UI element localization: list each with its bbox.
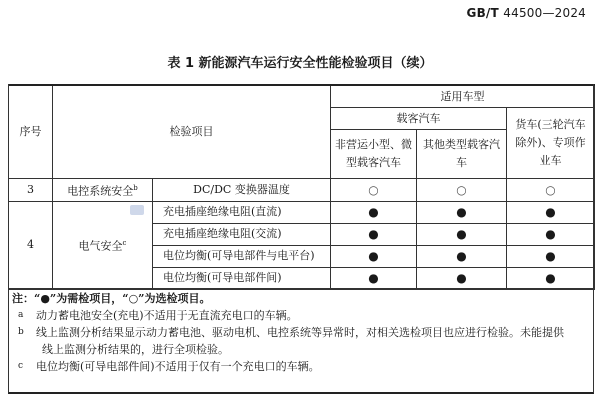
header-applicable: 适用车型: [331, 85, 595, 108]
required-mark: ●: [331, 245, 417, 267]
required-mark: ●: [417, 245, 507, 267]
required-mark: ●: [417, 201, 507, 223]
footnote-item: c 电位均衡(可导电部件间)不适用于仅有一个充电口的车辆。: [18, 360, 320, 373]
row-item: DC/DC 变换器温度: [153, 179, 331, 202]
standard-number: [467, 6, 586, 20]
row-item: 电位均衡(可导电部件间): [153, 267, 331, 289]
required-mark: ●: [507, 267, 595, 289]
header-sub2: 其他类型载客汽车: [417, 130, 507, 179]
header-passenger: 载客汽车: [331, 108, 507, 130]
footnote-text: 线上监测分析结果显示动力蓄电池、驱动电机、电控系统等异常时，对相关选检项目也应进行检验。未能提供: [36, 326, 564, 339]
required-mark: ●: [331, 267, 417, 289]
table-row: [9, 201, 595, 223]
standard-prefix: GB/T: [466, 6, 499, 20]
required-mark: ●: [417, 267, 507, 289]
inspection-table: [8, 84, 595, 290]
optional-mark: ○: [507, 179, 595, 202]
header-item: 检验项目: [53, 85, 331, 179]
standard-code: 44500—2024: [503, 6, 586, 20]
footnote-mark: c: [122, 239, 127, 248]
table-title: 表 1 新能源汽车运行安全性能检验项目（续）: [167, 56, 433, 71]
header-freight: 货车(三轮汽车除外)、专项作业车: [507, 108, 595, 179]
footnote-item: b 线上监测分析结果显示动力蓄电池、驱动电机、电控系统等异常时，对相关选检项目也应进行检验。未能提供: [18, 326, 564, 339]
required-mark: ●: [507, 245, 595, 267]
required-mark: ●: [417, 223, 507, 245]
row-category: 电气安全$^c$: [53, 201, 153, 289]
header-sub1: 非营运小型、微型载客汽车: [331, 130, 417, 179]
required-mark: ●: [331, 223, 417, 245]
table-notes: [8, 290, 596, 375]
footnote-text: 电位均衡(可导电部件间)不适用于仅有一个充电口的车辆。: [36, 360, 320, 373]
header-row-1: [9, 85, 595, 108]
footnote-item: a 动力蓄电池安全(充电)不适用于无直流充电口的车辆。: [18, 309, 298, 322]
header-seq: 序号: [9, 85, 53, 179]
table-row: [9, 179, 595, 202]
required-mark: ●: [331, 201, 417, 223]
notes-divider: [8, 288, 594, 289]
notes-head: 注：“●”为需检项目，“○”为选检项目。: [12, 292, 211, 305]
row-item: 充电插座绝缘电阻(直流): [153, 201, 331, 223]
row-item: 充电插座绝缘电阻(交流): [153, 223, 331, 245]
row-item: 电位均衡(可导电部件与电平台): [153, 245, 331, 267]
optional-mark: ○: [417, 179, 507, 202]
optional-mark: ○: [331, 179, 417, 202]
required-mark: ●: [507, 201, 595, 223]
footnote-mark: b: [133, 184, 138, 192]
small-logo-icon: [130, 205, 144, 215]
row-seq: 4: [9, 201, 53, 289]
row-category: 电控系统安全$^b$: [53, 179, 153, 202]
footnote-continuation: 线上监测分析结果的，进行全项检验。: [42, 343, 229, 356]
required-mark: ●: [507, 223, 595, 245]
footnote-text: 动力蓄电池安全(充电)不适用于无直流充电口的车辆。: [36, 309, 298, 322]
row-seq: 3: [9, 179, 53, 202]
